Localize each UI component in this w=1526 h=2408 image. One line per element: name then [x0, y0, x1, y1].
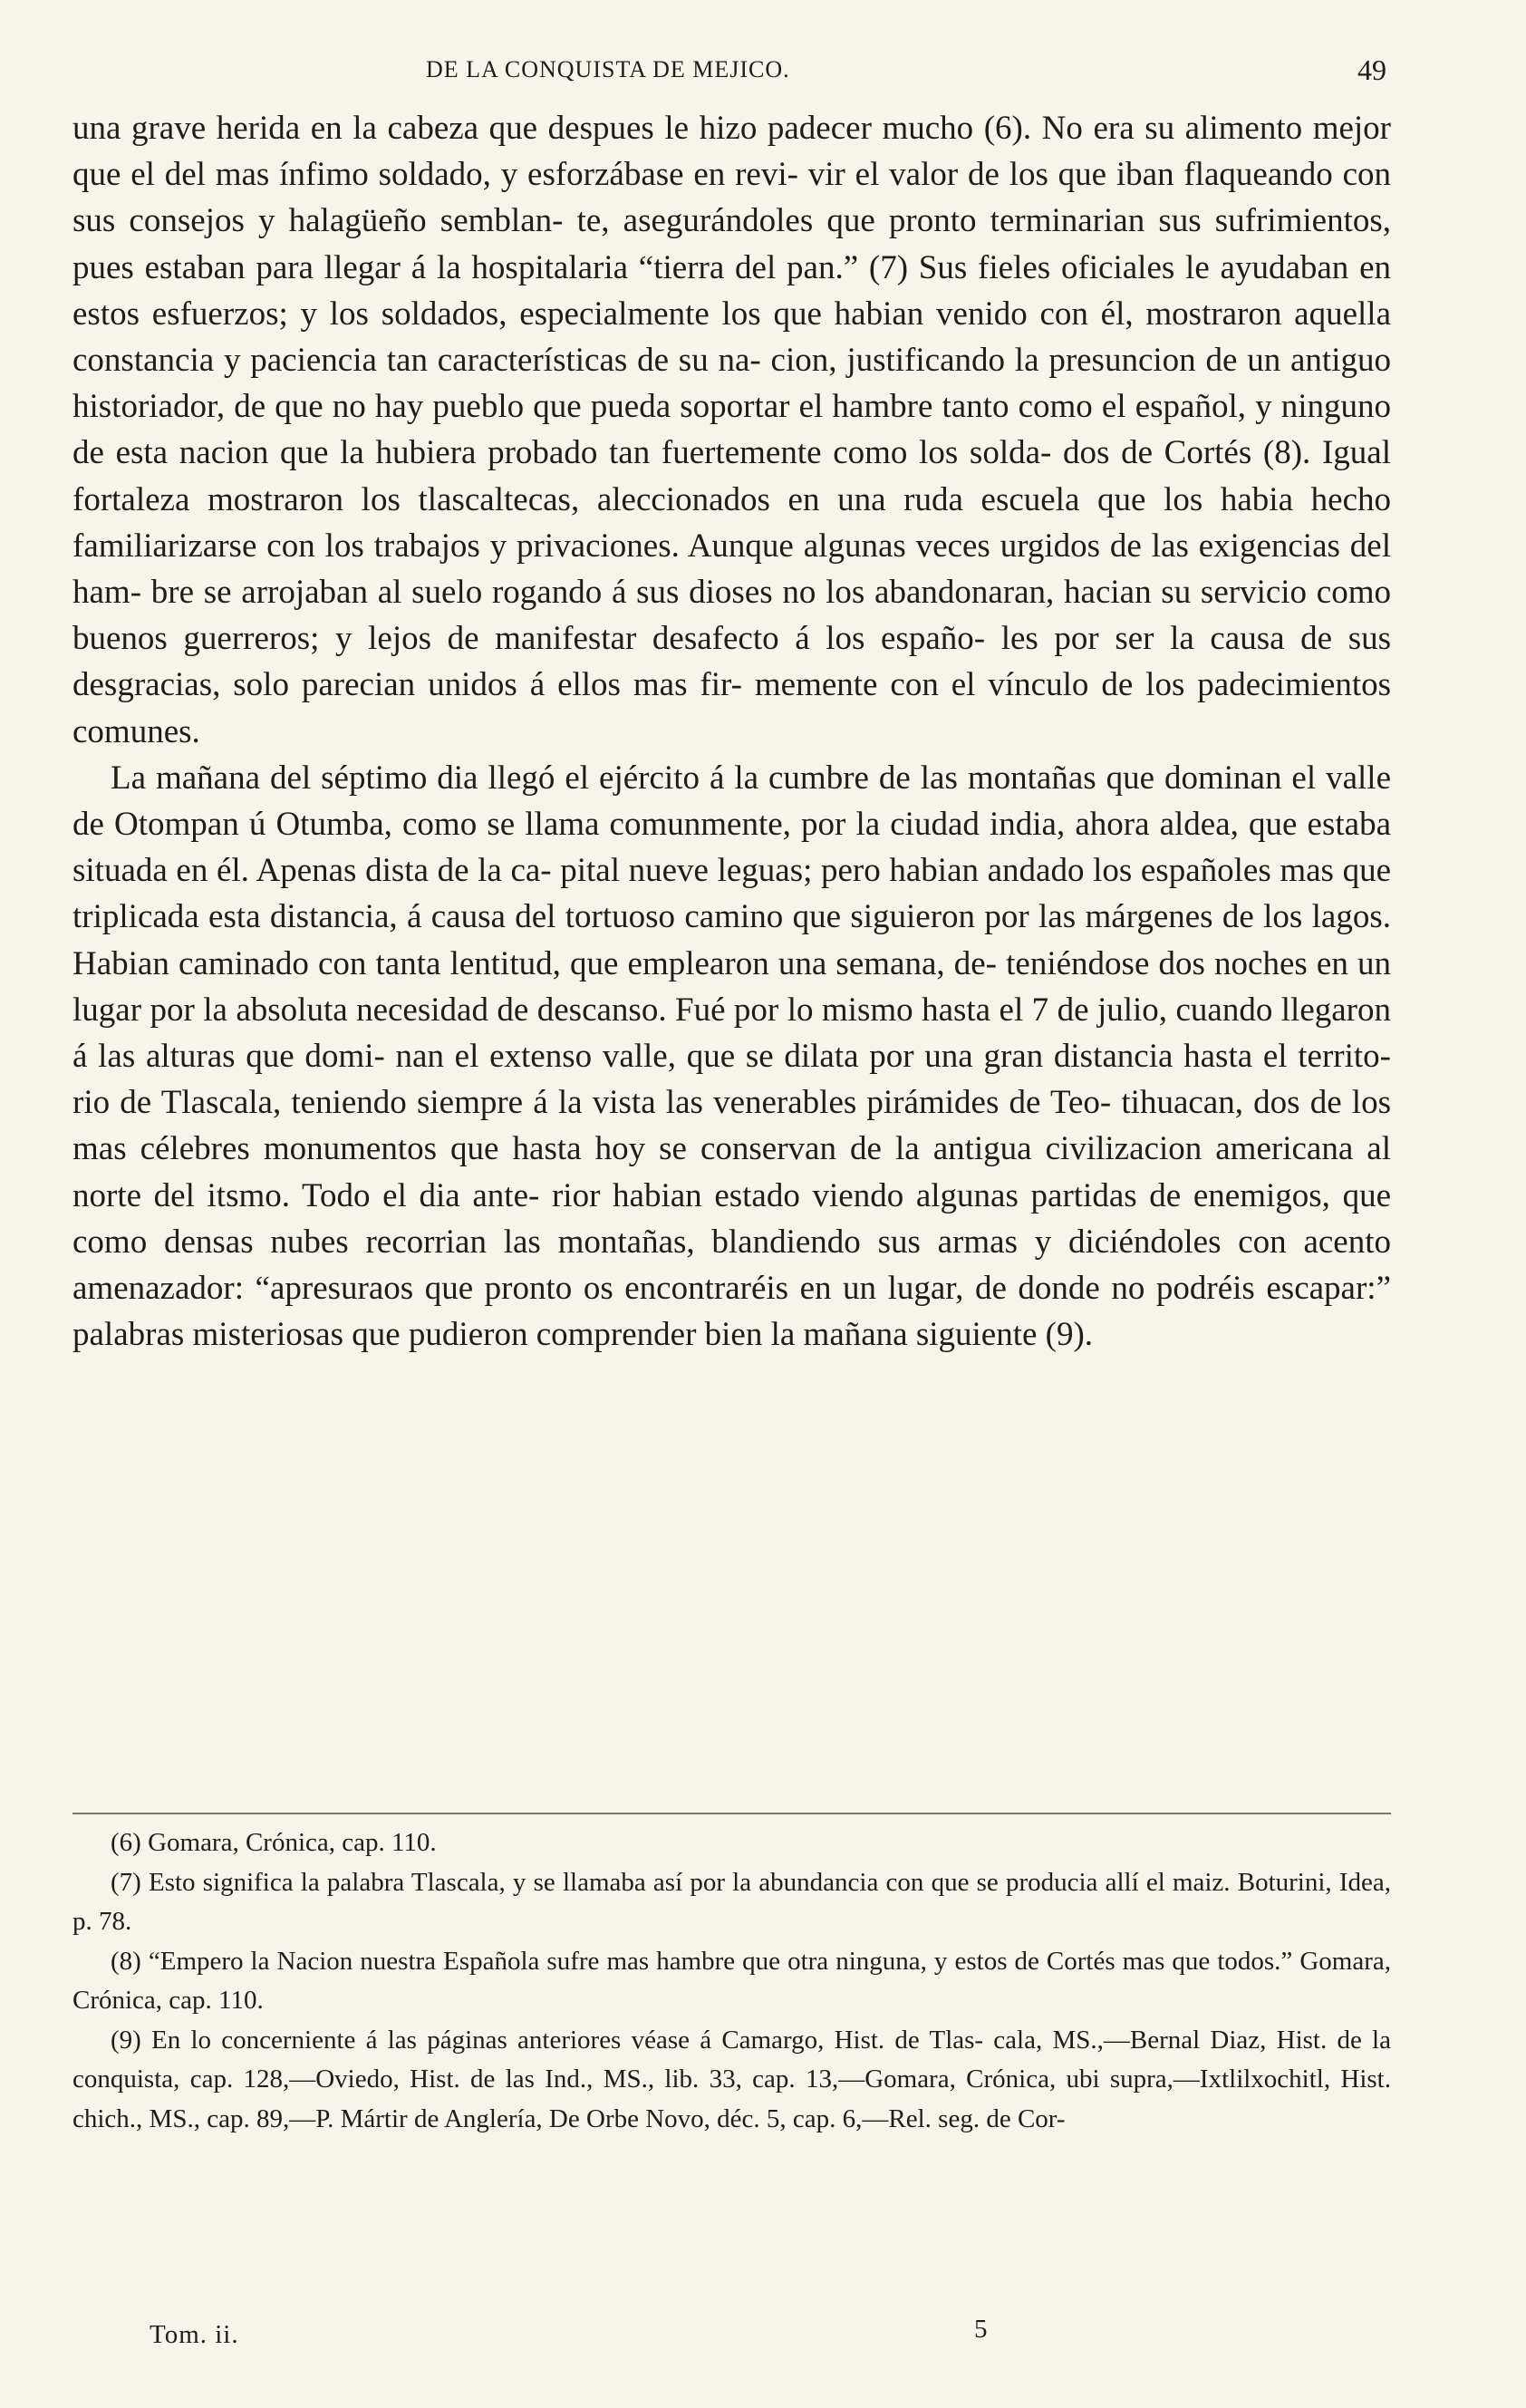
paragraph-2: La mañana del séptimo dia llegó el ejército á la cumbre de las montañas que dominan el valle de Otompan ú Otumba, como se llama comunmente, por la ciudad india, ahora aldea, que estaba situada en él. Apenas dista de la ca- pital nueve leguas; pero habian andado los españoles mas que triplicada esta distancia, á causa del tortuoso camino que siguieron por las márgenes de los lagos. Habian caminado con tanta lentitud, que emplearon una semana, de- teniéndose dos noches en un lugar por la absoluta necesidad de descanso. Fué por lo mismo hasta el 7 de julio, cuando llegaron á las alturas que domi- nan el extenso valle, que se dilata por una gran distancia hasta el territo- rio de Tlascala, teniendo siempre á la vista las venerables pirámides de Teo- tihuacan, dos de los mas célebres monumentos que hasta hoy se conservan de la antigua civilizacion americana al norte del itsmo. Todo el dia ante- rior habian estado viendo algunas partidas de enemigos, que como densas nubes recorrian las montañas, blandiendo sus armas y diciéndoles con acento amenazador: “apresuraos que pronto os encontraréis en un lugar, de donde no podréis escapar:” palabras misteriosas que pudieron comprender bien la mañana siguiente (9).: [72, 759, 1391, 1354]
footnotes: [72, 1823, 1391, 2139]
running-head: DE LA CONQUISTA DE MEJICO.: [426, 56, 790, 82]
main-text: [72, 105, 1391, 1358]
signature-mark: Tom. ii.: [150, 2320, 239, 2349]
footnote-9: (9) En lo concerniente á las páginas anteriores véase á Camargo, Hist. de Tlas- cala, MS.,—Bernal Diaz, Hist. de la conquista, cap. 128,—Oviedo, Hist. de las Ind., MS., lib. 33, cap. 13,—Gomara, Crónica, ubi supra,—Ixtlilxochitl, Hist. chich., MS., cap. 89,—P. Mártir de Anglería, De Orbe Novo, déc. 5, cap. 6,—Rel. seg. de Cor-: [72, 2025, 1391, 2133]
footnote-6: (6) Gomara, Crónica, cap. 110.: [111, 1828, 437, 1857]
page-number: 49: [1357, 53, 1386, 86]
signature-number: 5: [974, 2315, 988, 2344]
footnote-separator: [72, 1813, 1391, 1814]
footnote-7: (7) Esto significa la palabra Tlascala, y se llamaba así por la abundancia con que se producia allí el maiz. Boturini, Idea, p. 78.: [72, 1867, 1391, 1936]
page-header: [72, 54, 1386, 98]
footnote-8: (8) “Empero la Nacion nuestra Española sufre mas hambre que otra ninguna, y estos de Cortés mas que todos.” Gomara, Crónica, cap. 110.: [72, 1946, 1391, 2015]
paragraph-1: una grave herida en la cabeza que despues le hizo padecer mucho (6). No era su alimento mejor que el del mas ínfimo soldado, y esforzábase en revi- vir el valor de los que iban flaqueando con sus consejos y halagüeño semblan- te, asegurándoles que pronto terminarian sus sufrimientos, pues estaban para llegar á la hospitalaria “tierra del pan.” (7) Sus fieles oficiales le ayudaban en estos esfuerzos; y los soldados, especialmente los que habian venido con él, mostraron aquella constancia y paciencia tan características de su na- cion, justificando la presuncion de un antiguo historiador, de que no hay pueblo que pueda soportar el hambre tanto como el español, y ninguno de esta nacion que la hubiera probado tan fuertemente como los solda- dos de Cortés (8). Igual fortaleza mostraron los tlascaltecas, aleccionados en una ruda escuela que los habia hecho familiarizarse con los trabajos y privaciones. Aunque algunas veces urgidos de las exigencias del ham- bre se arrojaban al suelo rogando á sus dioses no los abandonaran, hacian su servicio como buenos guerreros; y lejos de manifestar desafecto á los españo- les por ser la causa de sus desgracias, solo parecian unidos á ellos mas fir- memente con el vínculo de los padecimientos comunes.: [72, 110, 1391, 750]
